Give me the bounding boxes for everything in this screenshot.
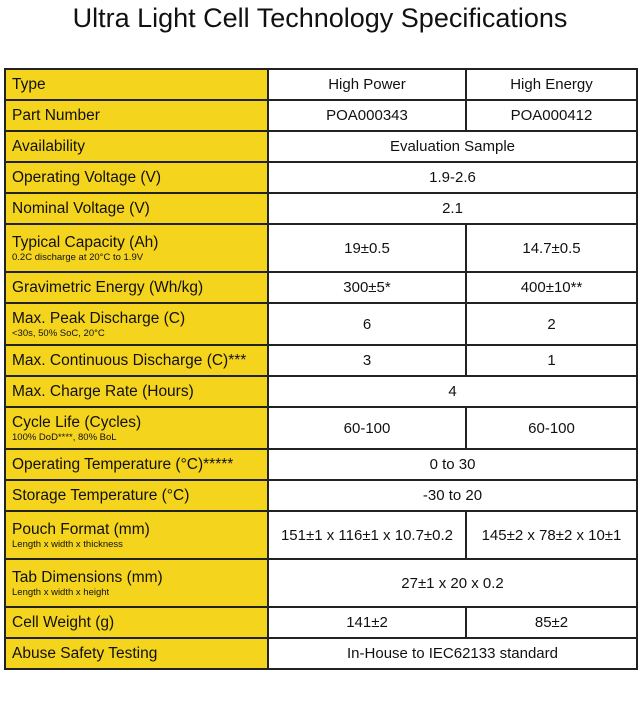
row-part-number <box>5 100 637 131</box>
value-cell: 2 <box>466 303 637 345</box>
row-type <box>5 69 637 100</box>
row-label: Operating Voltage (V) <box>12 169 162 186</box>
value-cell: 6 <box>268 303 466 345</box>
label-cell <box>5 303 268 345</box>
row-label: Storage Temperature (°C) <box>12 487 190 504</box>
value-cell: 141±2 <box>268 607 466 638</box>
label-cell <box>5 100 268 131</box>
value-cell: High Energy <box>466 69 637 100</box>
value-cell: 1.9-2.6 <box>268 162 637 193</box>
row-cycle-life <box>5 407 637 449</box>
label-cell <box>5 193 268 224</box>
label-cell <box>5 607 268 638</box>
value-cell: 2.1 <box>268 193 637 224</box>
row-note: <30s, 50% SoC, 20°C <box>12 327 105 339</box>
label-cell <box>5 345 268 376</box>
row-storage-temperature <box>5 480 637 511</box>
label-cell <box>5 559 268 607</box>
row-cell-weight <box>5 607 637 638</box>
row-label: Cycle Life (Cycles) <box>12 413 142 431</box>
label-cell <box>5 69 268 100</box>
row-availability <box>5 131 637 162</box>
row-label: Max. Continuous Discharge (C)*** <box>12 352 247 369</box>
value-cell: High Power <box>268 69 466 100</box>
row-pouch-format <box>5 511 637 559</box>
value-cell: 1 <box>466 345 637 376</box>
row-label: Typical Capacity (Ah) <box>12 233 159 251</box>
value-cell: 27±1 x 20 x 0.2 <box>268 559 637 607</box>
label-cell <box>5 272 268 303</box>
value-cell: POA000343 <box>268 100 466 131</box>
label-cell <box>5 511 268 559</box>
value-cell: 19±0.5 <box>268 224 466 272</box>
label-cell <box>5 480 268 511</box>
row-operating-voltage <box>5 162 637 193</box>
value-cell: Evaluation Sample <box>268 131 637 162</box>
value-cell: 145±2 x 78±2 x 10±1 <box>466 511 637 559</box>
value-cell: 4 <box>268 376 637 407</box>
row-label: Operating Temperature (°C)***** <box>12 456 234 473</box>
row-label: Tab Dimensions (mm) <box>12 568 163 586</box>
row-label: Cell Weight (g) <box>12 614 115 631</box>
row-label: Max. Peak Discharge (C) <box>12 309 186 327</box>
value-cell: 151±1 x 116±1 x 10.7±0.2 <box>268 511 466 559</box>
value-cell: 400±10** <box>466 272 637 303</box>
row-typical-capacity <box>5 224 637 272</box>
row-label: Pouch Format (mm) <box>12 520 150 538</box>
label-cell <box>5 449 268 480</box>
row-tab-dimensions <box>5 559 637 607</box>
row-label: Gravimetric Energy (Wh/kg) <box>12 279 204 296</box>
row-label: Nominal Voltage (V) <box>12 200 150 217</box>
row-max-charge-rate <box>5 376 637 407</box>
value-cell: 3 <box>268 345 466 376</box>
row-max-peak-discharge <box>5 303 637 345</box>
value-cell: 0 to 30 <box>268 449 637 480</box>
label-cell <box>5 638 268 669</box>
value-cell: 60-100 <box>466 407 637 449</box>
row-note: Length x width x thickness <box>12 538 123 550</box>
row-label: Part Number <box>12 107 100 124</box>
row-note: 100% DoD****, 80% BoL <box>12 431 117 443</box>
row-label: Max. Charge Rate (Hours) <box>12 383 194 400</box>
label-cell <box>5 131 268 162</box>
row-operating-temperature <box>5 449 637 480</box>
value-cell: 14.7±0.5 <box>466 224 637 272</box>
page-title: Ultra Light Cell Technology Specifications <box>72 3 568 33</box>
label-cell <box>5 376 268 407</box>
row-nominal-voltage <box>5 193 637 224</box>
spec-table <box>4 68 638 670</box>
row-gravimetric-energy <box>5 272 637 303</box>
row-note: 0.2C discharge at 20°C to 1.9V <box>12 251 144 263</box>
label-cell <box>5 407 268 449</box>
row-label: Availability <box>12 138 85 155</box>
value-cell: 85±2 <box>466 607 637 638</box>
value-cell: In-House to IEC62133 standard <box>268 638 637 669</box>
value-cell: POA000412 <box>466 100 637 131</box>
value-cell: -30 to 20 <box>268 480 637 511</box>
value-cell: 60-100 <box>268 407 466 449</box>
label-cell <box>5 162 268 193</box>
row-abuse-safety-testing <box>5 638 637 669</box>
row-max-continuous-discharge <box>5 345 637 376</box>
row-note: Length x width x height <box>12 586 110 598</box>
row-label: Abuse Safety Testing <box>12 645 158 662</box>
value-cell: 300±5* <box>268 272 466 303</box>
row-label: Type <box>12 76 46 93</box>
label-cell <box>5 224 268 272</box>
